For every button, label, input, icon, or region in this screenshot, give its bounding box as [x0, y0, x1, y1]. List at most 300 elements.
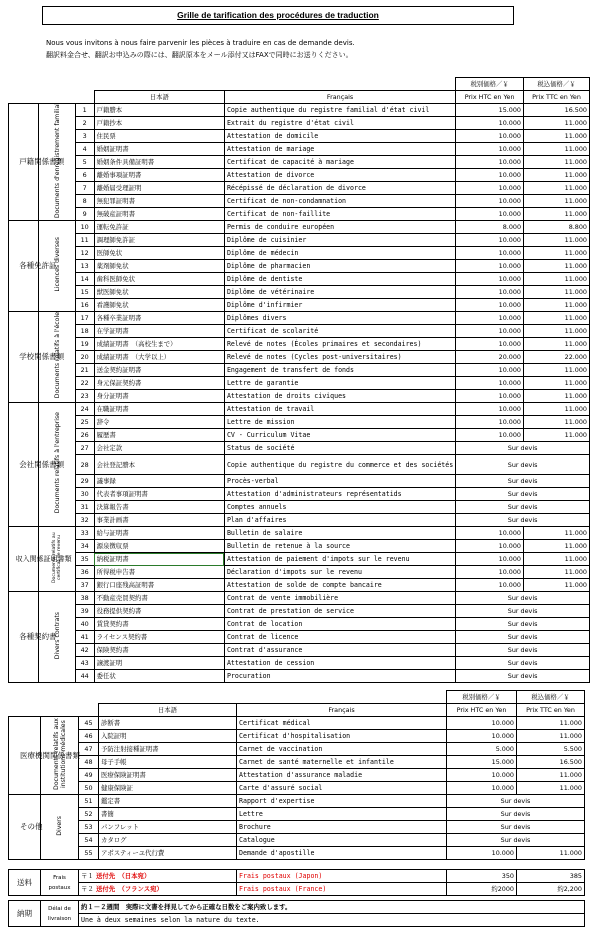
row-fr: Diplômes divers [224, 312, 455, 325]
table-row [9, 442, 590, 455]
row-fr: Attestation de travail [224, 403, 455, 416]
row-fr: Contrat de licence [224, 631, 455, 644]
row-ja: 婚姻条件具備証明書 [94, 156, 224, 169]
table-row [9, 286, 590, 299]
table-row [9, 566, 590, 579]
row-ja: 無破産証明書 [94, 208, 224, 221]
row-number: 45 [79, 717, 99, 730]
row-price-ht: 10.000 [456, 429, 524, 442]
postage-jp-ja: 〒１ 送付先 （日本宛） [79, 870, 237, 883]
row-price-ht: 10.000 [456, 299, 524, 312]
category-ja [9, 795, 41, 860]
intro-line-fr: Nous vous invitons à nous faire parvenir les pièces à traduire en cas de demande devis. [46, 39, 355, 47]
col-fr-header: Français [237, 704, 447, 717]
category-fr-label: Divers [56, 815, 63, 836]
row-number: 24 [75, 403, 94, 416]
row-sur-devis: Sur devis [456, 631, 590, 644]
row-price-ttc: 11.000 [524, 579, 590, 592]
row-fr: Attestation de droits civiques [224, 390, 455, 403]
row-sur-devis: Sur devis [447, 821, 585, 834]
row-price-ht: 10.000 [456, 195, 524, 208]
row-price-ttc: 11.000 [524, 208, 590, 221]
row-price-ht: 10.000 [456, 208, 524, 221]
table-row [9, 234, 590, 247]
row-number: 26 [75, 429, 94, 442]
table-row [9, 130, 590, 143]
row-price-ttc: 22.000 [524, 351, 590, 364]
row-fr: Plan d'affaires [224, 514, 455, 527]
row-fr: Attestation de cession [224, 657, 455, 670]
row-number: 28 [75, 455, 94, 475]
row-number: 47 [79, 743, 99, 756]
row-fr: Diplôme de médecin [224, 247, 455, 260]
row-price-ht: 10.000 [456, 169, 524, 182]
row-fr: Lettre [237, 808, 447, 821]
table-row [9, 592, 590, 605]
category-fr-label: Divers contrats [53, 611, 61, 660]
table-row [9, 553, 590, 566]
price-ttc-ja-header: 税込価格／￥ [517, 691, 585, 704]
row-price-ht: 15.000 [447, 756, 517, 769]
row-price-ht: 5.000 [447, 743, 517, 756]
row-number: 23 [75, 390, 94, 403]
page-title: Grille de tarification des procédures de traduction [42, 6, 514, 25]
table-row [9, 416, 590, 429]
table-row [9, 756, 585, 769]
row-fr: Copie authentique du registre du commerce et des sociétés [224, 455, 455, 475]
row-fr: Copie authentique du registre familial d'état civil [224, 104, 455, 117]
table-row [9, 657, 590, 670]
row-ja: 予防注射接種証明書 [99, 743, 237, 756]
table-row [9, 104, 590, 117]
table-row [9, 377, 590, 390]
table-row [9, 514, 590, 527]
row-ja: 看護師免状 [94, 299, 224, 312]
row-sur-devis: Sur devis [447, 795, 585, 808]
row-number: 46 [79, 730, 99, 743]
row-price-ttc: 11.000 [524, 403, 590, 416]
table-row [9, 390, 590, 403]
row-fr: Rapport d'expertise [237, 795, 447, 808]
row-sur-devis: Sur devis [447, 834, 585, 847]
row-price-ttc: 11.000 [524, 338, 590, 351]
category-fr-label: Licences diverses [53, 237, 61, 292]
postage-jp-ht: 350 [447, 870, 517, 883]
row-fr: CV - Curriculum Vitae [224, 429, 455, 442]
postage-jp-ttc: 385 [517, 870, 585, 883]
row-ja: 賃貸契約書 [94, 618, 224, 631]
category-fr-label: Documents d'enregistrement familial [53, 102, 61, 219]
postage-label: 送料 [9, 870, 41, 896]
row-price-ht: 10.000 [456, 540, 524, 553]
category-ja-label: 医療機関関係書類 [20, 750, 80, 760]
footer-table [8, 869, 585, 927]
row-number: 14 [75, 273, 94, 286]
row-number: 29 [75, 475, 94, 488]
table-row [9, 631, 590, 644]
row-ja: 源泉徴収票 [94, 540, 224, 553]
row-price-ht: 10.000 [456, 273, 524, 286]
header-blank [9, 704, 99, 717]
row-ja: 成績証明書 （高校生まで） [94, 338, 224, 351]
table-row [9, 325, 590, 338]
row-sur-devis: Sur devis [456, 644, 590, 657]
row-ja: ライセンス契約書 [94, 631, 224, 644]
row-sur-devis: Sur devis [456, 618, 590, 631]
delay-text-fr: Une à deux semaines selon la nature du texte. [79, 914, 585, 927]
table-row [9, 501, 590, 514]
row-price-ttc: 11.000 [524, 390, 590, 403]
table-row [9, 299, 590, 312]
row-fr: Extrait du registre d'état civil [224, 117, 455, 130]
row-ja: 議事録 [94, 475, 224, 488]
row-price-ttc: 5.500 [517, 743, 585, 756]
row-price-ht: 10.000 [447, 730, 517, 743]
row-price-ttc: 11.000 [517, 769, 585, 782]
delay-text-ja: 約１－２週間 実際に文書を拝見してから正確な日数をご案内致します。 [79, 901, 585, 914]
row-sur-devis: Sur devis [456, 475, 590, 488]
row-fr: Certificat de capacité à mariage [224, 156, 455, 169]
header-blank [9, 78, 456, 91]
delay-label: 納期 [9, 901, 41, 927]
row-fr: Procès-verbal [224, 475, 455, 488]
row-price-ht: 10.000 [456, 377, 524, 390]
row-ja: 医療保険証明書 [99, 769, 237, 782]
price-ttc-header: Prix TTC en Yen [517, 704, 585, 717]
row-ja: 戸籍抄本 [94, 117, 224, 130]
row-ja: 住民票 [94, 130, 224, 143]
row-price-ttc: 11.000 [524, 273, 590, 286]
row-ja: 不動産売買契約書 [94, 592, 224, 605]
row-price-ttc: 8.800 [524, 221, 590, 234]
row-price-ttc: 11.000 [524, 156, 590, 169]
category-fr [41, 795, 79, 860]
row-number: 31 [75, 501, 94, 514]
row-ja: カタログ [99, 834, 237, 847]
row-fr: Attestation de divorce [224, 169, 455, 182]
table-row [9, 221, 590, 234]
row-number: 43 [75, 657, 94, 670]
row-price-ttc: 11.000 [524, 325, 590, 338]
row-price-ttc: 11.000 [524, 540, 590, 553]
category-ja-label: 各種免許証 [19, 261, 57, 270]
table-row [9, 156, 590, 169]
row-price-ttc: 11.000 [524, 377, 590, 390]
postage-fr-fr: Frais postaux (France) [237, 883, 447, 896]
table-row [9, 488, 590, 501]
row-sur-devis: Sur devis [456, 442, 590, 455]
table-row [9, 455, 590, 475]
row-fr: Attestation de mariage [224, 143, 455, 156]
row-price-ttc: 11.000 [524, 260, 590, 273]
row-fr: Certificat de non-condamnation [224, 195, 455, 208]
row-fr: Permis de conduire européen [224, 221, 455, 234]
row-price-ht: 10.000 [456, 338, 524, 351]
row-number: 33 [75, 527, 94, 540]
row-price-ttc: 11.000 [524, 566, 590, 579]
row-price-ttc: 16.500 [524, 104, 590, 117]
row-ja: 代表者事項証明書 [94, 488, 224, 501]
row-fr: Carte d'assuré social [237, 782, 447, 795]
row-price-ht: 10.000 [456, 182, 524, 195]
row-ja: 譲渡証明 [94, 657, 224, 670]
row-ja: 所得税申告書 [94, 566, 224, 579]
table-row [9, 717, 585, 730]
row-price-ttc: 11.000 [524, 527, 590, 540]
row-sur-devis: Sur devis [456, 501, 590, 514]
table-row [9, 143, 590, 156]
row-fr: Procuration [224, 670, 455, 683]
row-number: 30 [75, 488, 94, 501]
row-price-ttc: 11.000 [524, 143, 590, 156]
table-row [9, 208, 590, 221]
price-ttc-ja-header: 税込価格／￥ [524, 78, 590, 91]
table-row [9, 195, 590, 208]
row-price-ht: 10.000 [456, 403, 524, 416]
row-number: 7 [75, 182, 94, 195]
table-row [9, 364, 590, 377]
row-sur-devis: Sur devis [456, 455, 590, 475]
row-ja: 鑑定書 [99, 795, 237, 808]
row-ja: 戸籍謄本 [94, 104, 224, 117]
row-number: 51 [79, 795, 99, 808]
table-row [9, 834, 585, 847]
row-fr: Diplôme d'infirmier [224, 299, 455, 312]
category-ja-label: 収入関係証明書類 [15, 555, 72, 563]
row-number: 49 [79, 769, 99, 782]
row-ja: 決算報告書 [94, 501, 224, 514]
row-ja: 母子手帳 [99, 756, 237, 769]
row-fr: Attestation de solde de compte bancaire [224, 579, 455, 592]
row-price-ht: 10.000 [456, 130, 524, 143]
row-number: 25 [75, 416, 94, 429]
row-price-ttc: 11.000 [524, 195, 590, 208]
row-price-ttc: 11.000 [517, 730, 585, 743]
row-fr: Certificat d'hospitalisation [237, 730, 447, 743]
row-number: 8 [75, 195, 94, 208]
row-price-ht: 10.000 [456, 312, 524, 325]
row-price-ht: 10.000 [456, 260, 524, 273]
row-fr: Diplôme de cuisinier [224, 234, 455, 247]
row-number: 2 [75, 117, 94, 130]
row-number: 53 [79, 821, 99, 834]
header-blank [9, 691, 447, 704]
row-price-ttc: 11.000 [524, 416, 590, 429]
table-row [9, 644, 590, 657]
table-row [9, 782, 585, 795]
row-number: 41 [75, 631, 94, 644]
row-ja: 入院証明 [99, 730, 237, 743]
row-ja: 婚姻証明書 [94, 143, 224, 156]
row-number: 3 [75, 130, 94, 143]
table-row [9, 618, 590, 631]
row-number: 10 [75, 221, 94, 234]
row-ja: アポスティーユ代行費 [99, 847, 237, 860]
row-fr: Relevé de notes (Cycles post-universitaires) [224, 351, 455, 364]
row-ja: 無犯罪証明書 [94, 195, 224, 208]
table-row [9, 429, 590, 442]
row-sur-devis: Sur devis [447, 808, 585, 821]
price-ht-ja-header: 税別価格／￥ [447, 691, 517, 704]
row-fr: Bulletin de retenue à la source [224, 540, 455, 553]
row-fr: Lettre de garantie [224, 377, 455, 390]
row-number: 21 [75, 364, 94, 377]
col-fr-header: Français [224, 91, 455, 104]
table-row [9, 808, 585, 821]
row-fr: Demande d'apostille [237, 847, 447, 860]
row-price-ht: 10.000 [456, 527, 524, 540]
price-ht-ja-header: 税別価格／￥ [456, 78, 524, 91]
row-number: 5 [75, 156, 94, 169]
row-fr: Status de société [224, 442, 455, 455]
row-fr: Déclaration d'impots sur le revenu [224, 566, 455, 579]
row-fr: Attestation de paiement d'impots sur le revenu [224, 553, 455, 566]
row-number: 40 [75, 618, 94, 631]
category-fr-label: Documents relatifs à l'entreprise [53, 412, 61, 514]
delay-label-fr: Délai de livraison [41, 901, 79, 927]
row-number: 35 [75, 553, 94, 566]
row-price-ht: 10.000 [456, 364, 524, 377]
row-ja: 保険契約書 [94, 644, 224, 657]
row-ja: 役務提供契約書 [94, 605, 224, 618]
row-sur-devis: Sur devis [456, 670, 590, 683]
row-number: 50 [79, 782, 99, 795]
row-price-ht: 15.000 [456, 104, 524, 117]
table-row [9, 260, 590, 273]
row-price-ht: 10.000 [456, 117, 524, 130]
table-row [9, 403, 590, 416]
table-row [9, 769, 585, 782]
row-ja: 医師免状 [94, 247, 224, 260]
row-price-ttc: 11.000 [524, 234, 590, 247]
row-ja: 会社登記謄本 [94, 455, 224, 475]
row-price-ttc: 11.000 [524, 312, 590, 325]
row-price-ht: 10.000 [447, 782, 517, 795]
category-fr-label: Documents relatifs aux institutions médicales [52, 718, 67, 790]
row-fr: Attestation d'assurance maladie [237, 769, 447, 782]
row-fr: Attestation de domicile [224, 130, 455, 143]
row-fr: Certificat médical [237, 717, 447, 730]
table-row [9, 730, 585, 743]
row-price-ttc: 16.500 [517, 756, 585, 769]
row-ja: パンフレット [99, 821, 237, 834]
row-fr: Récépissé de déclaration de divorce [224, 182, 455, 195]
price-ttc-header: Prix TTC en Yen [524, 91, 590, 104]
row-fr: Relevé de notes (Écoles primaires et secondaires) [224, 338, 455, 351]
row-price-ht: 10.000 [447, 717, 517, 730]
row-ja: 事業計画書 [94, 514, 224, 527]
row-ja: 納税証明書 [94, 553, 224, 566]
row-number: 34 [75, 540, 94, 553]
row-ja: 各種卒業証明書 [94, 312, 224, 325]
row-price-ht: 10.000 [456, 286, 524, 299]
row-price-ttc: 11.000 [524, 182, 590, 195]
header-blank [9, 91, 95, 104]
row-number: 16 [75, 299, 94, 312]
row-ja: 給与証明書 [94, 527, 224, 540]
row-fr: Certificat de non-faillite [224, 208, 455, 221]
row-fr: Diplôme de pharmacien [224, 260, 455, 273]
row-number: 39 [75, 605, 94, 618]
row-price-ht: 10.000 [456, 234, 524, 247]
row-number: 15 [75, 286, 94, 299]
table-row [9, 475, 590, 488]
row-number: 1 [75, 104, 94, 117]
row-ja: 調理師免許証 [94, 234, 224, 247]
row-number: 18 [75, 325, 94, 338]
row-price-ht: 10.000 [456, 416, 524, 429]
table-row [9, 743, 585, 756]
row-sur-devis: Sur devis [456, 657, 590, 670]
category-ja-label: その他 [20, 822, 43, 831]
row-price-ht: 10.000 [456, 247, 524, 260]
row-number: 55 [79, 847, 99, 860]
row-number: 6 [75, 169, 94, 182]
row-ja: 離婚事項証明書 [94, 169, 224, 182]
row-price-ttc: 11.000 [517, 717, 585, 730]
postage-fr-ttc: 約2,200 [517, 883, 585, 896]
row-ja: 委任状 [94, 670, 224, 683]
row-number: 11 [75, 234, 94, 247]
row-price-ttc: 11.000 [524, 117, 590, 130]
price-ht-header: Prix HTC en Yen [456, 91, 524, 104]
row-ja: 身分証明書 [94, 390, 224, 403]
row-fr: Engagement de transfert de fonds [224, 364, 455, 377]
postage-label-fr: Frais postaux [41, 870, 79, 896]
row-number: 32 [75, 514, 94, 527]
row-price-ttc: 11.000 [524, 130, 590, 143]
table-row [9, 527, 590, 540]
table-row [9, 605, 590, 618]
row-ja: 身元保証契約書 [94, 377, 224, 390]
row-number: 22 [75, 377, 94, 390]
table-row [9, 338, 590, 351]
row-price-ht: 10.000 [447, 847, 517, 860]
row-number: 42 [75, 644, 94, 657]
row-fr: Diplôme de dentiste [224, 273, 455, 286]
row-fr: Certificat de scolarité [224, 325, 455, 338]
table-row [9, 540, 590, 553]
row-ja: 銀行口座残高証明書 [94, 579, 224, 592]
row-number: 48 [79, 756, 99, 769]
row-sur-devis: Sur devis [456, 605, 590, 618]
row-ja: 履歴書 [94, 429, 224, 442]
category-fr-label: Documents relatifs au certificat de revenu [52, 532, 63, 583]
row-ja: 在学証明書 [94, 325, 224, 338]
row-fr: Carnet de santé maternelle et infantile [237, 756, 447, 769]
row-fr: Comptes annuels [224, 501, 455, 514]
row-price-ht: 8.000 [456, 221, 524, 234]
row-price-ttc: 11.000 [524, 553, 590, 566]
row-price-ttc: 11.000 [524, 169, 590, 182]
table-row [9, 312, 590, 325]
row-price-ttc: 11.000 [524, 429, 590, 442]
intro-line-ja: 翻訳料金合せ、翻訳お申込みの際には、翻訳原本をメール添付又はFAXで同時にお送りください。 [46, 51, 353, 59]
table-row [9, 847, 585, 860]
row-number: 52 [79, 808, 99, 821]
row-fr: Contrat d'assurance [224, 644, 455, 657]
price-table [8, 77, 590, 683]
row-fr: Attestation d'administrateurs représentatids [224, 488, 455, 501]
row-number: 36 [75, 566, 94, 579]
table-row [9, 117, 590, 130]
row-fr: Contrat de prestation de service [224, 605, 455, 618]
row-price-ht: 10.000 [456, 325, 524, 338]
price-ht-header: Prix HTC en Yen [447, 704, 517, 717]
category-ja-label: 戸籍関係書類 [19, 157, 65, 166]
row-ja: 運転免許証 [94, 221, 224, 234]
category-ja-label: 各種契約書 [19, 632, 57, 641]
